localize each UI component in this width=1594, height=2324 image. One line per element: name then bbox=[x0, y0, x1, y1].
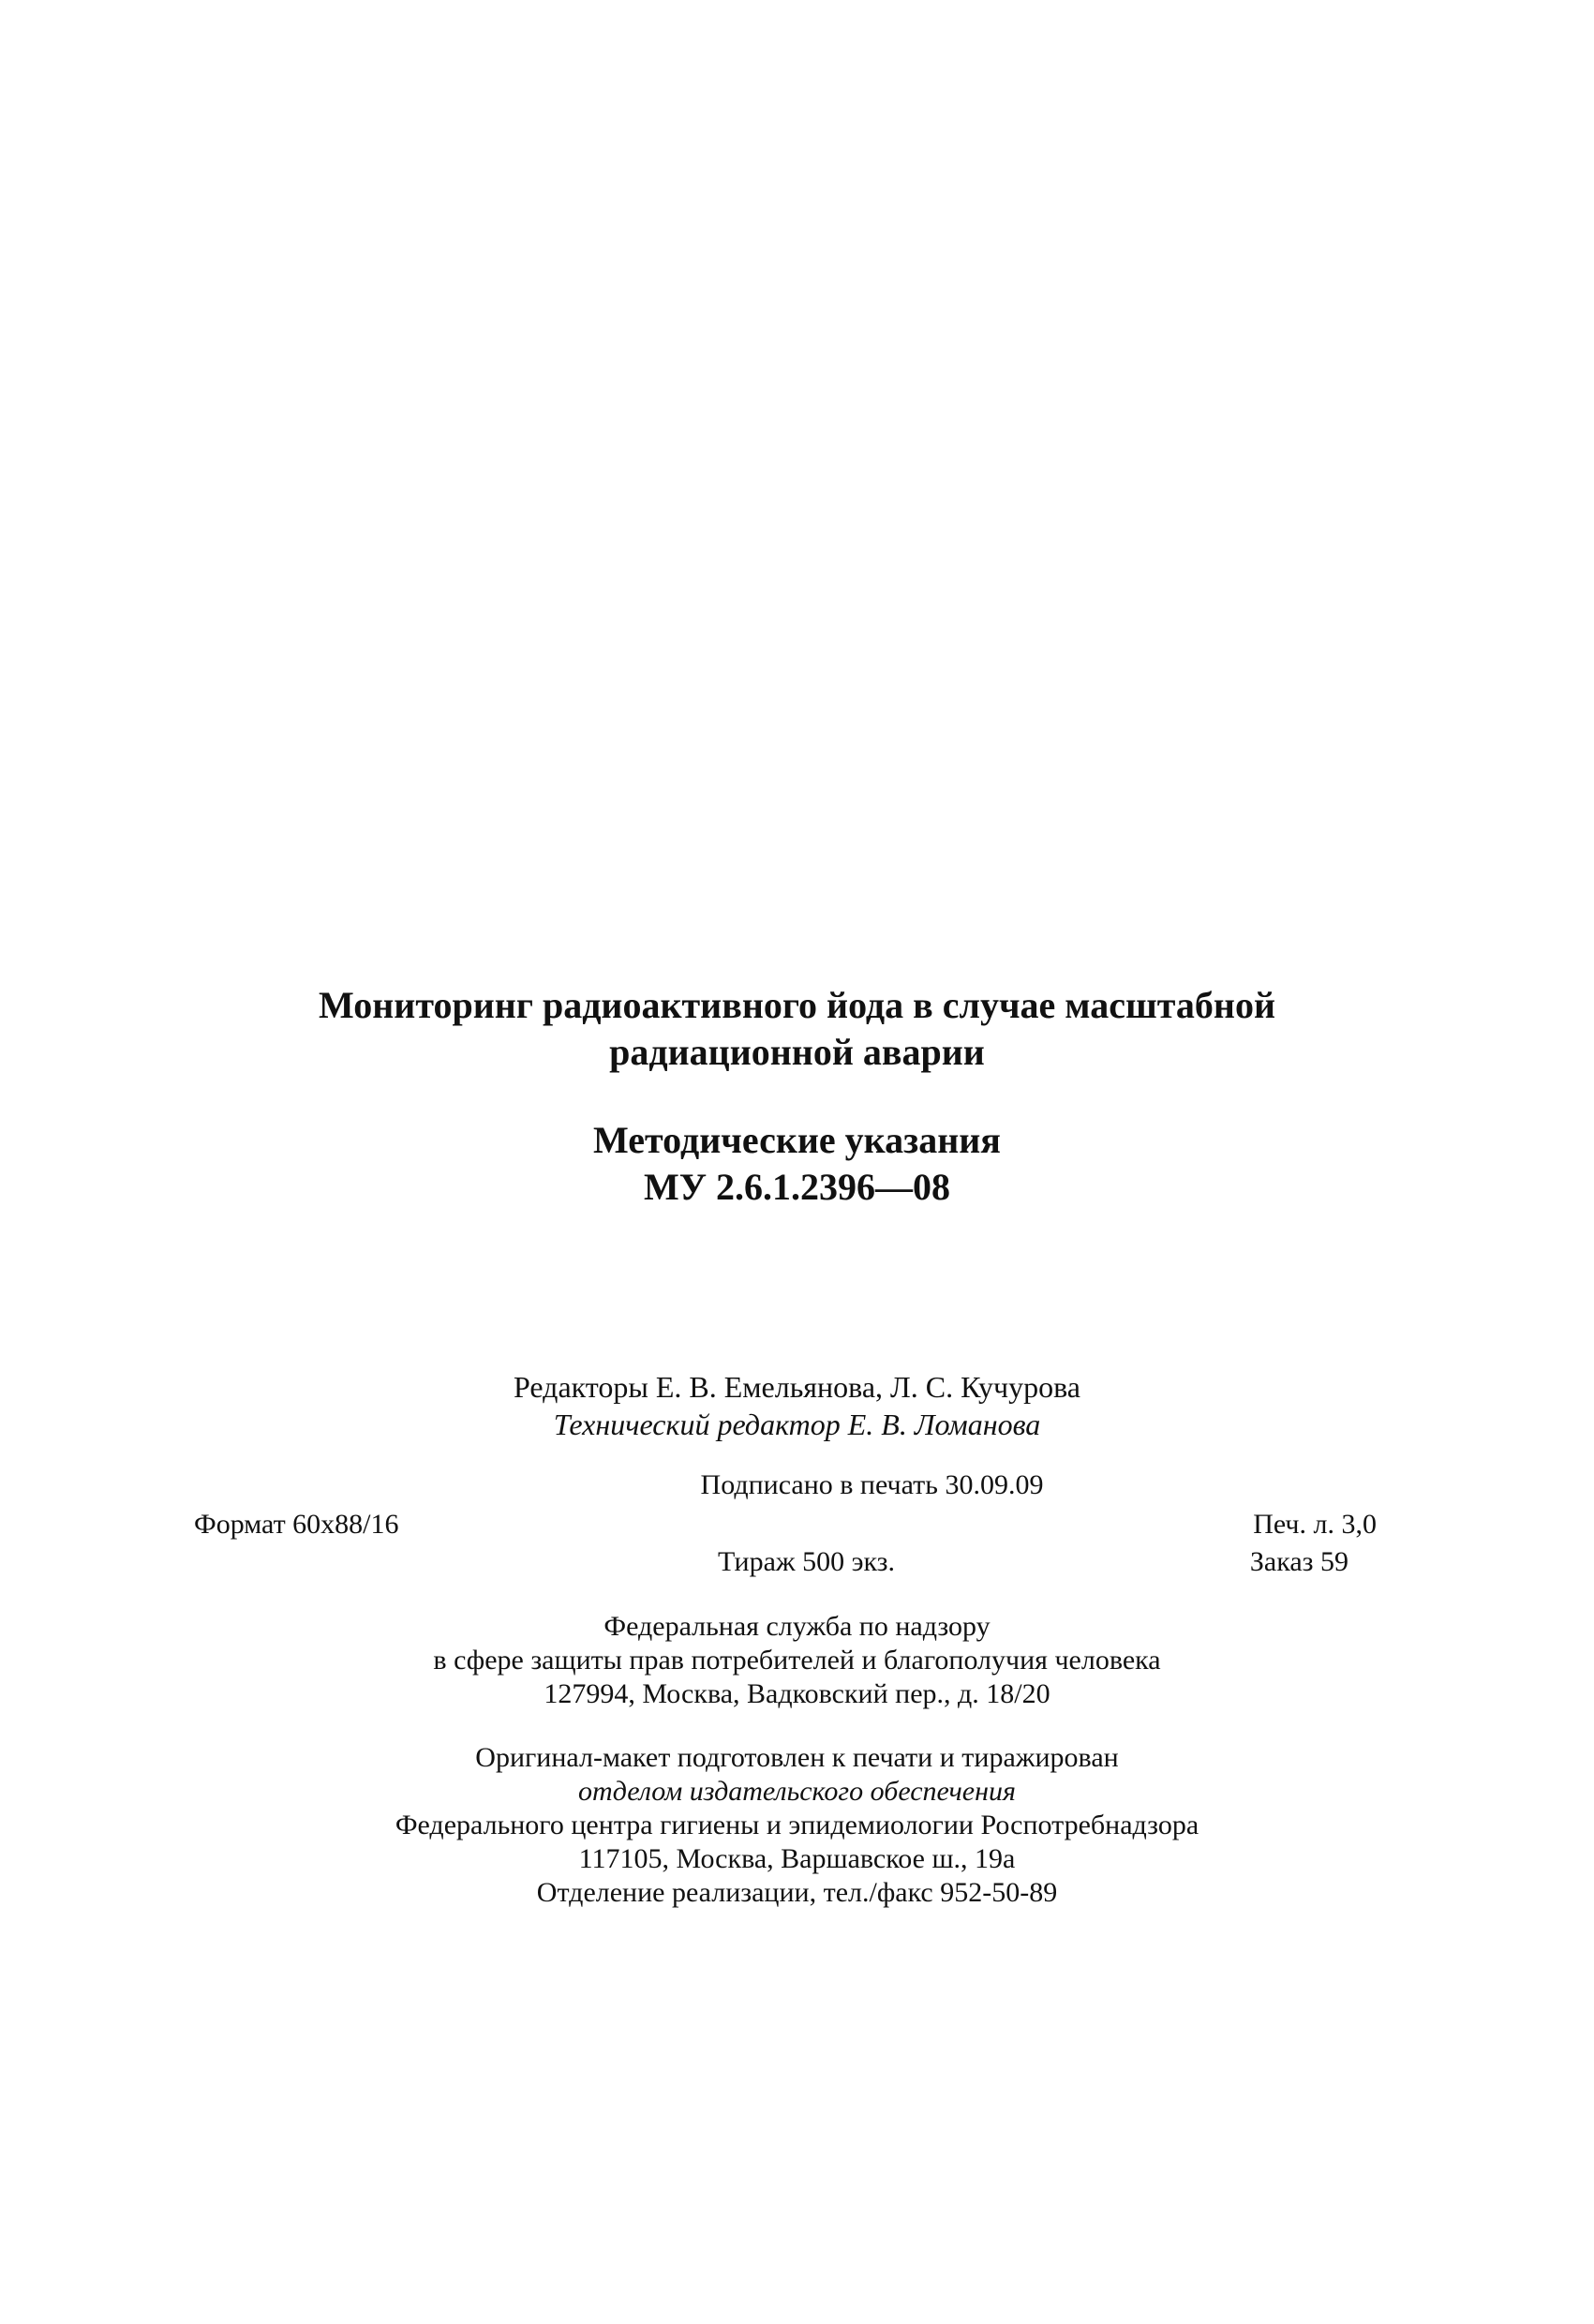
producer-line-3: Федерального центра гигиены и эпидемиологии Роспотребнадзора bbox=[395, 1810, 1199, 1840]
publisher-line-1: Федеральная служба по надзору bbox=[603, 1611, 991, 1642]
producer-line-2: отделом издательского обеспечения bbox=[578, 1776, 1016, 1807]
title-line-1: Мониторинг радиоактивного йода в случае масштабной bbox=[319, 984, 1275, 1026]
document-subtitle bbox=[0, 1117, 1594, 1211]
editors-line: Редакторы Е. В. Емельянова, Л. С. Кучурова bbox=[514, 1370, 1080, 1404]
document-code: МУ 2.6.1.2396—08 bbox=[643, 1166, 951, 1208]
document-title bbox=[0, 982, 1594, 1076]
publisher-block bbox=[0, 1610, 1594, 1711]
imprint-block bbox=[0, 1469, 1594, 1577]
publisher-address: 127994, Москва, Вадковский пер., д. 18/20 bbox=[544, 1678, 1050, 1709]
subtitle-line-1: Методические указания bbox=[593, 1119, 1001, 1161]
editors-block bbox=[0, 1368, 1594, 1443]
order-number: Заказ 59 bbox=[1249, 1546, 1348, 1577]
producer-address: 117105, Москва, Варшавское ш., 19а bbox=[578, 1843, 1016, 1874]
producer-block bbox=[0, 1741, 1594, 1910]
print-sheets: Печ. л. 3,0 bbox=[1253, 1509, 1377, 1540]
tech-editor-line: Технический редактор Е. В. Ломанова bbox=[553, 1408, 1041, 1441]
producer-line-1: Оригинал-макет подготовлен к печати и тиражирован bbox=[475, 1742, 1119, 1773]
signed-to-print: Подписано в печать 30.09.09 bbox=[700, 1469, 1044, 1500]
paper-format: Формат 60x88/16 bbox=[194, 1509, 399, 1540]
title-line-2: радиационной аварии bbox=[609, 1031, 985, 1073]
print-run: Тираж 500 экз. bbox=[717, 1546, 896, 1577]
publisher-line-2: в сфере защиты прав потребителей и благополучия человека bbox=[433, 1645, 1161, 1676]
sales-contact: Отделение реализации, тел./факс 952-50-89 bbox=[536, 1877, 1058, 1908]
